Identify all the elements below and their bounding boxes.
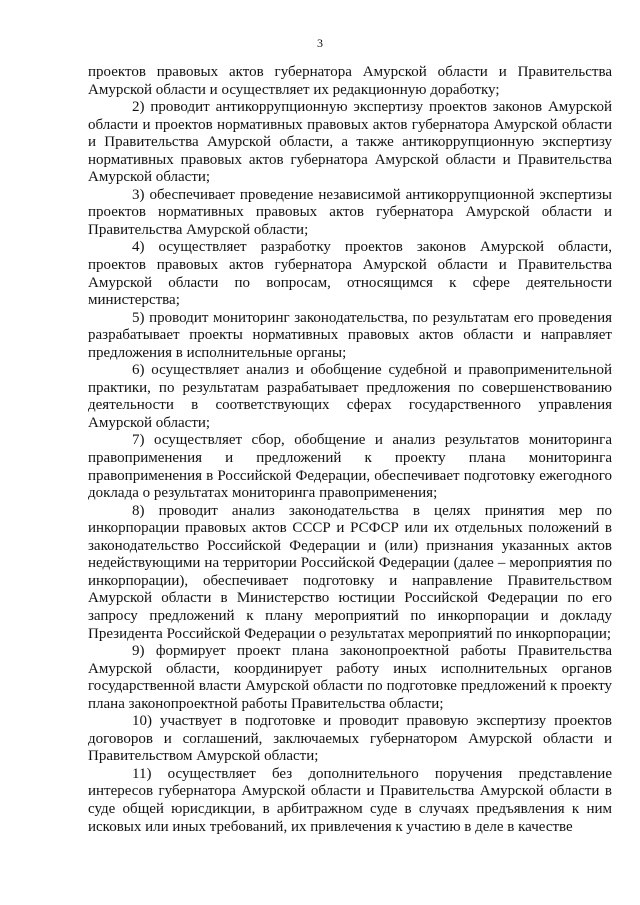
paragraph-item-8: 8) проводит анализ законодательства в целях принятия мер по инкорпорации правовых актов СССР и РСФСР или их отдельных положений в законодательство Российской Федерации и (или) признания указанных актов недействующими на территории Российской Федерации (далее – мероприятия по инкорпорации), обеспечивает подготовку и направление Правительством Амурской области в Министерство юстиции Российской Федерации по его запросу предложений к плану мероприятий по инкорпорации и докладу Президента Российской Федерации о результатах мероприятий по инкорпорации; — [88, 502, 612, 642]
paragraph-item-6: 6) осуществляет анализ и обобщение судебной и правоприменительной практики, по результатам разрабатывает предложения по совершенствованию деятельности в соответствующих сферах государственного управления Амурской области; — [88, 362, 612, 431]
paragraph-item-5: 5) проводит мониторинг законодательства, по результатам его проведения разрабатывает проекты нормативных правовых актов области и направляет предложения в исполнительные органы; — [88, 309, 612, 361]
paragraph-continued: проектов правовых актов губернатора Амурской области и Правительства Амурской области и осуществляет их редакционную доработку; — [88, 64, 612, 98]
document-body — [88, 64, 612, 836]
paragraph-item-11: 11) осуществляет без дополнительного поручения представление интересов губернатора Амурской области и Правительства Амурской области в суде общей юрисдикции, в арбитражном суде в случаях предъявления к ним исковых или иных требований, их привлечения к участию в деле в качестве — [88, 765, 612, 835]
paragraph-item-3: 3) обеспечивает проведение независимой антикоррупционной экспертизы проектов нормативных правовых актов губернатора Амурской области и Правительства Амурской области; — [88, 186, 612, 238]
paragraph-item-2: 2) проводит антикоррупционную экспертизу проектов законов Амурской области и проектов нормативных правовых актов губернатора Амурской области и Правительства Амурской области, а также антикоррупционную экспертизу нормативных правовых актов губернатора Амурской области и Правительства Амурской области; — [88, 99, 612, 186]
page-number: 3 — [317, 36, 323, 50]
paragraph-item-10: 10) участвует в подготовке и проводит правовую экспертизу проектов договоров и соглашений, заключаемых губернатором Амурской области и Правительством Амурской области; — [88, 713, 612, 765]
paragraph-item-4: 4) осуществляет разработку проектов законов Амурской области, проектов правовых актов губернатора Амурской области и Правительства Амурской области по вопросам, относящимся к сфере деятельности министерства; — [88, 239, 612, 309]
paragraph-item-7: 7) осуществляет сбор, обобщение и анализ результатов мониторинга правоприменения и предложений к проекту плана мониторинга правоприменения в Российской Федерации, обеспечивает подготовку ежегодного доклада о результатах мониторинга правоприменения; — [88, 432, 612, 502]
paragraph-item-9: 9) формирует проект плана законопроектной работы Правительства Амурской области, координирует работу иных исполнительных органов государственной власти Амурской области по подготовке предложений к проекту плана законопроектной работы Правительства области; — [88, 643, 612, 712]
